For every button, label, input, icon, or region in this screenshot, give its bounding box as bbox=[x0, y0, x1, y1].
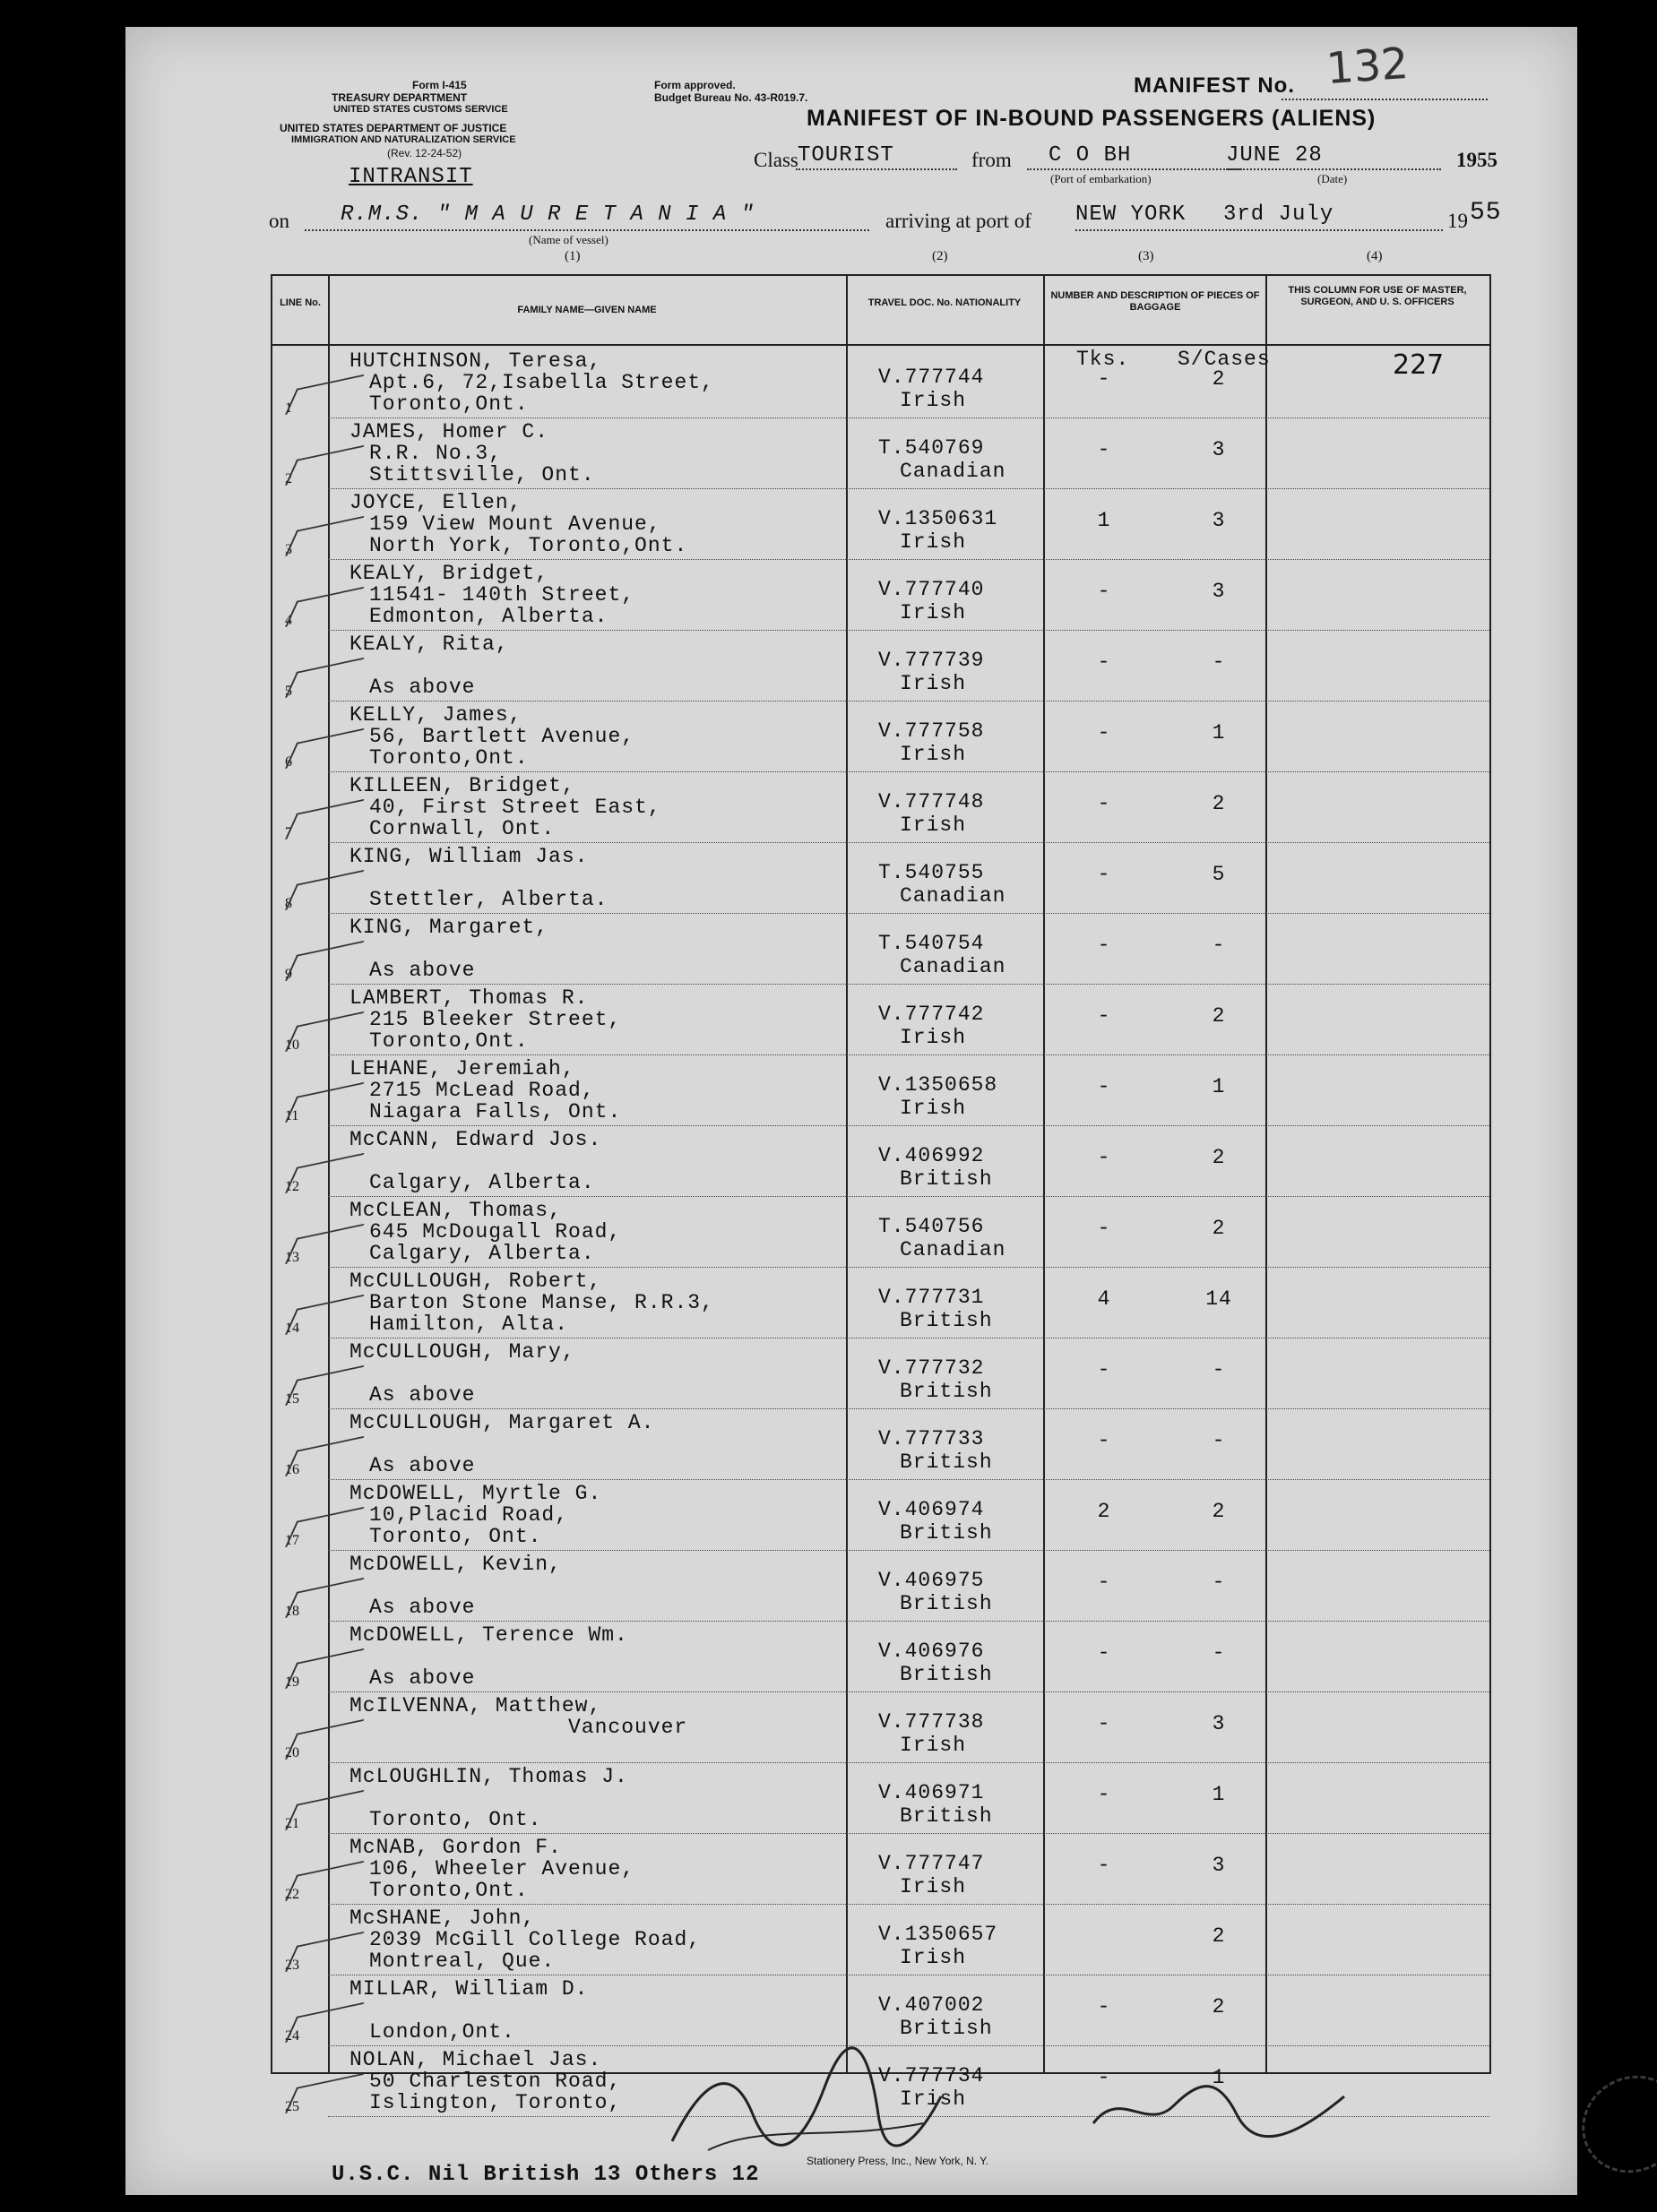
baggage-cases: 3 bbox=[1212, 1712, 1226, 1735]
nationality: British bbox=[900, 1380, 993, 1403]
family-given-name: McLOUGHLIN, Thomas J. bbox=[350, 1765, 628, 1788]
baggage-tks-heading: Tks. bbox=[1076, 348, 1130, 371]
baggage-trunks: - bbox=[1097, 1429, 1111, 1452]
line-number: 13 bbox=[285, 1250, 299, 1265]
tick-mark-icon bbox=[285, 1790, 364, 1830]
family-given-name: KEALY, Bridget, bbox=[350, 562, 549, 585]
line-number: 12 bbox=[285, 1179, 299, 1194]
baggage-cases: 2 bbox=[1212, 367, 1226, 391]
header-baggage: NUMBER AND DESCRIPTION OF PIECES OF BAGGAGE bbox=[1050, 290, 1260, 313]
travel-doc-number: V.777731 bbox=[878, 1286, 985, 1309]
baggage-trunks: - bbox=[1097, 1783, 1111, 1806]
baggage-trunks: - bbox=[1097, 721, 1111, 745]
travel-doc-number: T.540756 bbox=[878, 1215, 985, 1238]
baggage-trunks: 2 bbox=[1097, 1500, 1111, 1523]
line-number: 17 bbox=[285, 1533, 299, 1548]
vessel-name: R.M.S. " M A U R E T A N I A " bbox=[341, 202, 755, 227]
table-row bbox=[272, 1055, 1489, 1126]
baggage-trunks: - bbox=[1097, 367, 1111, 391]
nationality: British bbox=[900, 1309, 993, 1332]
nationality: Irish bbox=[900, 672, 967, 695]
table-row bbox=[272, 914, 1489, 985]
travel-doc-number: V.1350657 bbox=[878, 1923, 998, 1946]
nationality: Irish bbox=[900, 601, 967, 624]
table-row bbox=[272, 560, 1489, 631]
table-row bbox=[272, 701, 1489, 772]
table-row bbox=[272, 631, 1489, 701]
tick-mark-icon bbox=[285, 870, 364, 910]
header-line-no: LINE No. bbox=[280, 297, 321, 308]
city-line: Islington, Toronto, bbox=[369, 2091, 622, 2114]
tick-mark-icon bbox=[285, 445, 364, 486]
city-line: Stittsville, Ont. bbox=[369, 463, 595, 486]
nationality: Irish bbox=[900, 1026, 967, 1049]
baggage-trunks: - bbox=[1097, 934, 1111, 957]
city-line: Hamilton, Alta. bbox=[369, 1313, 569, 1336]
arrival-year-suffix: 55 bbox=[1470, 199, 1502, 227]
nationality: Irish bbox=[900, 1946, 967, 1969]
port-of-embarkation: C O BH bbox=[1049, 143, 1132, 168]
travel-doc-number: V.777732 bbox=[878, 1356, 985, 1380]
intransit-note: INTRANSIT bbox=[349, 165, 473, 189]
nationality: Irish bbox=[900, 743, 967, 766]
address-line: 11541- 140th Street, bbox=[369, 583, 635, 607]
city-line: As above bbox=[369, 1666, 476, 1690]
city-line: Toronto,Ont. bbox=[369, 1879, 529, 1902]
family-given-name: JAMES, Homer C. bbox=[350, 420, 549, 443]
travel-doc-number: V.777758 bbox=[878, 719, 985, 743]
family-given-name: McDOWELL, Kevin, bbox=[350, 1553, 562, 1576]
baggage-trunks: - bbox=[1097, 1004, 1111, 1028]
travel-doc-number: T.540755 bbox=[878, 861, 985, 884]
travel-doc-number: V.407002 bbox=[878, 1993, 985, 2017]
address-line: Vancouver bbox=[568, 1716, 688, 1739]
city-line: Cornwall, Ont. bbox=[369, 817, 556, 840]
family-given-name: LAMBERT, Thomas R. bbox=[350, 986, 589, 1010]
nationality: Irish bbox=[900, 1097, 967, 1120]
baggage-cases: 2 bbox=[1212, 1500, 1226, 1523]
address-line: R.R. No.3, bbox=[369, 442, 503, 465]
tick-mark-icon bbox=[285, 1861, 364, 1901]
line-number: 16 bbox=[285, 1462, 299, 1477]
baggage-trunks: - bbox=[1097, 438, 1111, 461]
col-number-2: (2) bbox=[932, 249, 948, 263]
address-line: 50 Charleston Road, bbox=[369, 2070, 622, 2093]
table-row bbox=[272, 1197, 1489, 1268]
tick-mark-icon bbox=[285, 1082, 364, 1123]
nationality: Irish bbox=[900, 1875, 967, 1898]
baggage-cases: 5 bbox=[1212, 863, 1226, 886]
baggage-cases: 2 bbox=[1212, 1217, 1226, 1240]
address-line: Barton Stone Manse, R.R.3, bbox=[369, 1291, 714, 1314]
city-line: Niagara Falls, Ont. bbox=[369, 1100, 622, 1123]
customs-service: UNITED STATES CUSTOMS SERVICE bbox=[333, 104, 508, 115]
signature-scribble bbox=[654, 2034, 950, 2168]
travel-doc-number: V.777740 bbox=[878, 578, 985, 601]
city-line: As above bbox=[369, 1454, 476, 1477]
city-line: As above bbox=[369, 1596, 476, 1619]
line-number: 4 bbox=[285, 613, 292, 628]
city-line: Toronto, Ont. bbox=[369, 1808, 542, 1831]
line-number: 7 bbox=[285, 825, 292, 840]
header-officers: THIS COLUMN FOR USE OF MASTER, SURGEON, AND U. S. OFFICERS bbox=[1288, 285, 1467, 307]
from-label: from bbox=[971, 149, 1012, 171]
baggage-cases: 2 bbox=[1212, 792, 1226, 815]
travel-doc-number: V.777744 bbox=[878, 366, 985, 389]
address-line: 159 View Mount Avenue, bbox=[369, 512, 661, 536]
table-row bbox=[272, 1480, 1489, 1551]
col-number-3: (3) bbox=[1138, 249, 1154, 263]
budget-bureau: Budget Bureau No. 43-R019.7. bbox=[654, 91, 808, 104]
baggage-trunks: - bbox=[1097, 1995, 1111, 2018]
family-given-name: McCANN, Edward Jos. bbox=[350, 1128, 602, 1151]
baggage-cases: 3 bbox=[1212, 1854, 1226, 1877]
baggage-trunks: 1 bbox=[1097, 509, 1111, 532]
baggage-cases: 1 bbox=[1212, 1075, 1226, 1098]
address-line: Apt.6, 72,Isabella Street, bbox=[369, 371, 714, 394]
nationality: British bbox=[900, 1663, 993, 1686]
baggage-cases: - bbox=[1212, 1641, 1226, 1665]
line-number: 10 bbox=[285, 1037, 299, 1053]
line-number: 22 bbox=[285, 1887, 299, 1902]
on-label: on bbox=[269, 210, 289, 232]
baggage-cases: 2 bbox=[1212, 1004, 1226, 1028]
address-line: 40, First Street East, bbox=[369, 796, 661, 819]
nationality: Irish bbox=[900, 1734, 967, 1757]
printer-note: Stationery Press, Inc., New York, N. Y. bbox=[807, 2155, 988, 2167]
baggage-trunks: - bbox=[1097, 1075, 1111, 1098]
family-given-name: McDOWELL, Myrtle G. bbox=[350, 1482, 602, 1505]
city-line: Toronto,Ont. bbox=[369, 746, 529, 770]
travel-doc-number: V.777733 bbox=[878, 1427, 985, 1450]
family-given-name: McILVENNA, Matthew, bbox=[350, 1694, 602, 1717]
tick-mark-icon bbox=[285, 1365, 364, 1406]
baggage-cases: 2 bbox=[1212, 1146, 1226, 1169]
footer-summary: U.S.C. Nil British 13 Others 12 bbox=[332, 2163, 760, 2187]
table-row bbox=[272, 1551, 1489, 1622]
baggage-trunks: - bbox=[1097, 1854, 1111, 1877]
line-number: 5 bbox=[285, 684, 292, 699]
nationality: Canadian bbox=[900, 884, 1006, 908]
family-given-name: McCULLOUGH, Robert, bbox=[350, 1270, 602, 1293]
table-row bbox=[272, 985, 1489, 1055]
travel-doc-number: T.540754 bbox=[878, 932, 985, 955]
nationality: Irish bbox=[900, 530, 967, 554]
ins-service: IMMIGRATION AND NATURALIZATION SERVICE bbox=[291, 134, 516, 145]
travel-doc-number: T.540769 bbox=[878, 436, 985, 460]
baggage-trunks: - bbox=[1097, 1712, 1111, 1735]
travel-doc-number: V.406992 bbox=[878, 1144, 985, 1167]
tick-mark-icon bbox=[285, 728, 364, 769]
manifest-title: MANIFEST OF IN-BOUND PASSENGERS (ALIENS) bbox=[807, 106, 1377, 131]
table-row bbox=[272, 1338, 1489, 1409]
arrival-port: NEW YORK bbox=[1075, 202, 1187, 227]
nationality: British bbox=[900, 1804, 993, 1828]
table-row bbox=[272, 489, 1489, 560]
travel-doc-number: V.777748 bbox=[878, 790, 985, 813]
line-number: 1 bbox=[285, 400, 292, 416]
arrival-year-prefix: 19 bbox=[1447, 210, 1468, 232]
baggage-trunks: - bbox=[1097, 580, 1111, 603]
table-row bbox=[272, 1905, 1489, 1975]
table-row bbox=[272, 1834, 1489, 1905]
family-given-name: McSHANE, John, bbox=[350, 1906, 536, 1930]
justice-dept: UNITED STATES DEPARTMENT OF JUSTICE bbox=[280, 122, 507, 134]
nationality: Irish bbox=[900, 389, 967, 412]
embark-caption: (Port of embarkation) bbox=[1050, 172, 1152, 185]
nationality: British bbox=[900, 2017, 993, 2040]
family-given-name: JOYCE, Ellen, bbox=[350, 491, 522, 514]
line-number: 18 bbox=[285, 1604, 299, 1619]
family-given-name: NOLAN, Michael Jas. bbox=[350, 2048, 602, 2071]
city-line: Calgary, Alberta. bbox=[369, 1171, 595, 1194]
tick-mark-icon bbox=[285, 1295, 364, 1335]
tick-mark-icon bbox=[285, 2073, 364, 2113]
travel-doc-number: V.777747 bbox=[878, 1852, 985, 1875]
class-value: TOURIST bbox=[798, 143, 894, 168]
nationality: British bbox=[900, 1521, 993, 1545]
address-line: 2715 McLead Road, bbox=[369, 1079, 595, 1102]
baggage-cases: 2 bbox=[1212, 1924, 1226, 1948]
tick-mark-icon bbox=[285, 587, 364, 627]
baggage-cases: - bbox=[1212, 934, 1226, 957]
tick-mark-icon bbox=[285, 1932, 364, 1972]
baggage-cases-heading: S/Cases bbox=[1178, 348, 1271, 371]
table-row bbox=[272, 1692, 1489, 1763]
baggage-trunks: - bbox=[1097, 650, 1111, 674]
tick-mark-icon bbox=[285, 1011, 364, 1052]
form-id: Form I-415 bbox=[412, 79, 467, 91]
table-row bbox=[272, 348, 1489, 418]
header-doc: TRAVEL DOC. No. NATIONALITY bbox=[867, 297, 1022, 308]
form-approved: Form approved. bbox=[654, 79, 736, 91]
address-line: 56, Bartlett Avenue, bbox=[369, 725, 635, 748]
city-line: As above bbox=[369, 1383, 476, 1407]
city-line: Stettler, Alberta. bbox=[369, 888, 608, 911]
tick-mark-icon bbox=[285, 1648, 364, 1689]
city-line: Montreal, Que. bbox=[369, 1949, 556, 1973]
nationality: British bbox=[900, 1592, 993, 1615]
travel-doc-number: V.777739 bbox=[878, 649, 985, 672]
family-given-name: HUTCHINSON, Teresa, bbox=[350, 349, 602, 373]
travel-doc-number: V.777734 bbox=[878, 2064, 985, 2087]
line-number: 24 bbox=[285, 2028, 299, 2044]
table-row bbox=[272, 843, 1489, 914]
family-given-name: McCULLOUGH, Mary, bbox=[350, 1340, 575, 1364]
travel-doc-number: V.1350658 bbox=[878, 1073, 998, 1097]
manifest-no-handwritten: 132 bbox=[1325, 38, 1411, 95]
nationality: Canadian bbox=[900, 955, 1006, 978]
nationality: Irish bbox=[900, 2087, 967, 2111]
table-row bbox=[272, 1409, 1489, 1480]
tick-mark-icon bbox=[285, 658, 364, 698]
baggage-cases: - bbox=[1212, 650, 1226, 674]
tick-mark-icon bbox=[285, 1153, 364, 1193]
family-given-name: McCLEAN, Thomas, bbox=[350, 1199, 562, 1222]
family-given-name: McCULLOUGH, Margaret A. bbox=[350, 1411, 655, 1434]
tick-mark-icon bbox=[285, 1507, 364, 1547]
tick-mark-icon bbox=[285, 1224, 364, 1264]
header-name: FAMILY NAME—GIVEN NAME bbox=[517, 305, 657, 315]
city-line: North York, Toronto,Ont. bbox=[369, 534, 688, 557]
line-number: 8 bbox=[285, 896, 292, 911]
table-row bbox=[272, 1268, 1489, 1338]
family-given-name: McNAB, Gordon F. bbox=[350, 1836, 562, 1859]
city-line: Edmonton, Alberta. bbox=[369, 605, 608, 628]
line-number: 14 bbox=[285, 1321, 299, 1336]
baggage-cases: 1 bbox=[1212, 2066, 1226, 2089]
baggage-cases: 14 bbox=[1205, 1287, 1232, 1311]
col-number-4: (4) bbox=[1367, 249, 1383, 263]
table-row bbox=[272, 418, 1489, 489]
table-row bbox=[272, 1126, 1489, 1197]
baggage-trunks: - bbox=[1097, 1217, 1111, 1240]
tick-mark-icon bbox=[285, 799, 364, 839]
line-number: 9 bbox=[285, 967, 292, 982]
nationality: Canadian bbox=[900, 460, 1006, 483]
tick-mark-icon bbox=[285, 374, 364, 415]
revision: (Rev. 12-24-52) bbox=[387, 147, 462, 159]
officer-note: 227 bbox=[1393, 349, 1445, 381]
baggage-trunks: - bbox=[1097, 1571, 1111, 1594]
address-line: 2039 McGill College Road, bbox=[369, 1928, 702, 1951]
baggage-trunks: 4 bbox=[1097, 1287, 1111, 1311]
vessel-caption: (Name of vessel) bbox=[529, 233, 608, 246]
family-given-name: McDOWELL, Terence Wm. bbox=[350, 1623, 628, 1647]
nationality: Irish bbox=[900, 813, 967, 837]
line-number: 21 bbox=[285, 1816, 299, 1831]
baggage-trunks: - bbox=[1097, 1146, 1111, 1169]
family-given-name: KING, William Jas. bbox=[350, 845, 589, 868]
address-line: 215 Bleeker Street, bbox=[369, 1008, 622, 1031]
city-line: As above bbox=[369, 676, 476, 699]
class-label: Class bbox=[754, 149, 798, 171]
tick-mark-icon bbox=[285, 516, 364, 556]
baggage-cases: 2 bbox=[1212, 1995, 1226, 2018]
embark-date: JUNE 28 bbox=[1226, 143, 1323, 168]
line-number: 3 bbox=[285, 542, 292, 557]
address-line: 645 McDougall Road, bbox=[369, 1220, 622, 1244]
city-line: As above bbox=[369, 959, 476, 982]
family-given-name: KILLEEN, Bridget, bbox=[350, 774, 575, 797]
line-number: 20 bbox=[285, 1745, 299, 1760]
city-line: Toronto,Ont. bbox=[369, 1029, 529, 1053]
table-row bbox=[272, 772, 1489, 843]
baggage-trunks: - bbox=[1097, 2066, 1111, 2089]
travel-doc-number: V.406974 bbox=[878, 1498, 985, 1521]
baggage-trunks: - bbox=[1097, 792, 1111, 815]
family-given-name: KING, Margaret, bbox=[350, 916, 549, 939]
line-number: 19 bbox=[285, 1674, 299, 1690]
address-line: 10,Placid Road, bbox=[369, 1503, 569, 1527]
nationality: Canadian bbox=[900, 1238, 1006, 1261]
treasury-dept: TREASURY DEPARTMENT bbox=[332, 91, 468, 104]
officer-initials-scribble bbox=[1084, 2061, 1353, 2150]
line-number: 6 bbox=[285, 754, 292, 770]
line-number: 25 bbox=[285, 2099, 299, 2114]
travel-doc-number: V.406975 bbox=[878, 1569, 985, 1592]
baggage-cases: 3 bbox=[1212, 580, 1226, 603]
table-row bbox=[272, 1622, 1489, 1692]
nationality: British bbox=[900, 1167, 993, 1191]
arrival-date: 3rd July bbox=[1223, 202, 1334, 227]
city-line: London,Ont. bbox=[369, 2020, 515, 2044]
tick-mark-icon bbox=[285, 1578, 364, 1618]
family-given-name: KELLY, James, bbox=[350, 703, 522, 727]
city-line: Calgary, Alberta. bbox=[369, 1242, 595, 1265]
arriving-label: arriving at port of bbox=[885, 210, 1031, 232]
city-line: Toronto, Ont. bbox=[369, 1525, 542, 1548]
table-row bbox=[272, 1763, 1489, 1834]
passenger-table bbox=[271, 274, 1491, 2114]
line-number: 23 bbox=[285, 1958, 299, 1973]
travel-doc-number: V.777738 bbox=[878, 1710, 985, 1734]
col-number-1: (1) bbox=[565, 249, 581, 263]
travel-doc-number: V.406976 bbox=[878, 1640, 985, 1663]
baggage-cases: - bbox=[1212, 1429, 1226, 1452]
baggage-cases: 3 bbox=[1212, 438, 1226, 461]
travel-doc-number: V.777742 bbox=[878, 1003, 985, 1026]
baggage-cases: - bbox=[1212, 1571, 1226, 1594]
city-line: Toronto,Ont. bbox=[369, 392, 529, 416]
family-given-name: MILLAR, William D. bbox=[350, 1977, 589, 2001]
family-given-name: KEALY, Rita, bbox=[350, 633, 509, 656]
baggage-cases: - bbox=[1212, 1358, 1226, 1381]
manifest-no-label: MANIFEST No. bbox=[1134, 73, 1295, 98]
tick-mark-icon bbox=[285, 1719, 364, 1760]
tick-mark-icon bbox=[285, 941, 364, 981]
address-line: 106, Wheeler Avenue, bbox=[369, 1857, 635, 1881]
embark-year: 1955 bbox=[1456, 149, 1497, 171]
official-stamp bbox=[1564, 2057, 1657, 2191]
travel-doc-number: V.1350631 bbox=[878, 507, 998, 530]
baggage-trunks: - bbox=[1097, 1641, 1111, 1665]
baggage-cases: 1 bbox=[1212, 1783, 1226, 1806]
baggage-trunks: - bbox=[1097, 1358, 1111, 1381]
baggage-cases: 1 bbox=[1212, 721, 1226, 745]
baggage-trunks: - bbox=[1097, 863, 1111, 886]
date-caption: (Date) bbox=[1317, 172, 1348, 185]
tick-mark-icon bbox=[285, 1436, 364, 1476]
tick-mark-icon bbox=[285, 2002, 364, 2043]
travel-doc-number: V.406971 bbox=[878, 1781, 985, 1804]
family-given-name: LEHANE, Jeremiah, bbox=[350, 1057, 575, 1080]
line-number: 2 bbox=[285, 471, 292, 486]
baggage-cases: 3 bbox=[1212, 509, 1226, 532]
nationality: British bbox=[900, 1450, 993, 1474]
line-number: 11 bbox=[285, 1108, 299, 1123]
line-number: 15 bbox=[285, 1391, 299, 1407]
